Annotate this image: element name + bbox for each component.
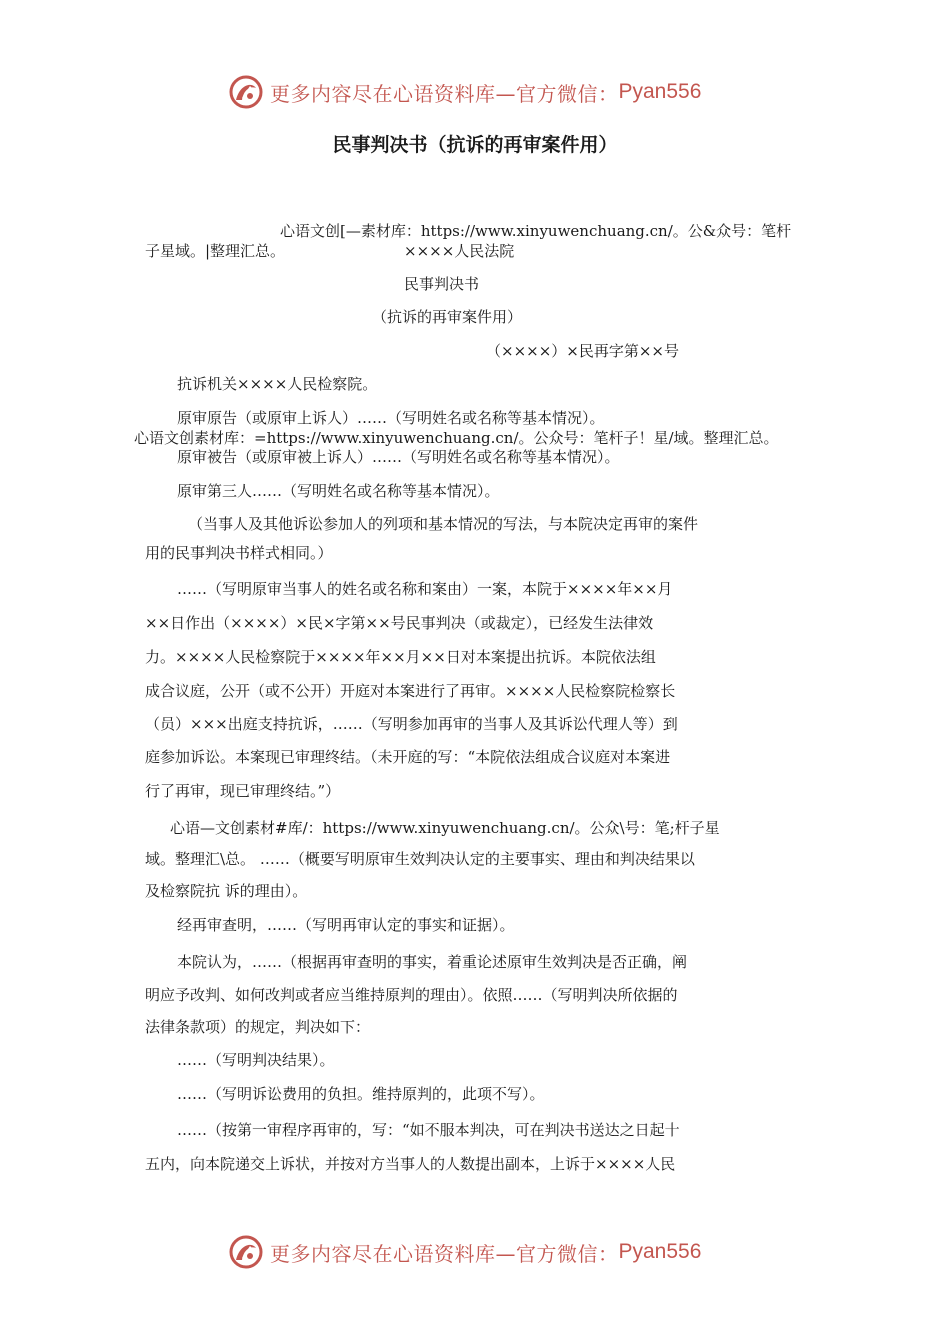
swirl-logo-icon [228,74,264,110]
header-banner [228,72,701,112]
text-line: （当事人及其他诉讼参加人的列项和基本情况的写法，与本院决定再审的案件 [188,515,699,533]
text-line: 原审第三人……（写明姓名或名称等基本情况）。 [177,482,500,500]
text-line: 庭参加诉讼。本案现已审理终结。（未开庭的写：“本院依法组成合议庭对本案进 [145,748,671,766]
text-line: 心语文创[—素材库：https://www.xinyuwenchuang.cn/。公&众号：笔杆 [280,222,792,240]
text-line: 心语—文创素材#库/：https://www.xinyuwenchuang.cn/。公众\号：笔;杆子星 [170,819,720,837]
footer-banner [228,1232,701,1272]
text-line: ……（写明原审当事人的姓名或名称和案由）一案，本院于××××年××月 [177,580,673,598]
text-line: 原审原告（或原审上诉人）……（写明姓名或名称等基本情况）。 [177,409,605,427]
text-line: ……（写明诉讼费用的负担。维持原判的，此项不写）。 [177,1085,545,1103]
text-line: 域。整理汇\总。 ……（概要写明原审生效判决认定的主要事实、理由和判决结果以 [145,850,695,868]
banner-wechat-id: Pyan556 [618,1240,702,1263]
text-line: 子星域。|整理汇总。 [145,242,286,260]
text-line: （员）×××出庭支持抗诉，……（写明参加再审的当事人及其诉讼代理人等）到 [145,715,678,733]
text-line: （××××）×民再字第××号 [486,342,679,360]
swirl-logo-icon [228,1234,264,1270]
document-title: 民事判决书（抗诉的再审案件用） [332,134,618,156]
text-line: 力。××××人民检察院于××××年××月××日对本案提出抗诉。本院依法组 [145,648,656,666]
banner-text: 更多内容尽在心语资料库—官方微信： [270,81,619,106]
text-line: ××日作出（××××）×民×字第××号民事判决（或裁定），已经发生法律效 [145,614,654,632]
text-line: ……（按第一审程序再审的，写：“如不服本判决，可在判决书送达之日起十 [177,1121,680,1139]
text-line: 抗诉机关××××人民检察院。 [177,375,378,393]
banner-text: 更多内容尽在心语资料库—官方微信： [270,1241,619,1266]
text-line: 明应予改判、如何改判或者应当维持原判的理由）。依照……（写明判决所依据的 [145,986,678,1004]
text-line: 民事判决书 [404,275,480,293]
text-line: 成合议庭，公开（或不公开）开庭对本案进行了再审。××××人民检察院检察长 [145,682,676,700]
text-line: 心语文创素材库：=https://www.xinyuwenchuang.cn/。公众号：笔杆子！星/域。整理汇总。 [134,429,779,447]
text-line: 本院认为，……（根据再审查明的事实，着重论述原审生效判决是否正确，阐 [177,953,688,971]
text-line: ××××人民法院 [404,242,515,260]
banner-wechat-id: Pyan556 [618,80,702,103]
text-line: （抗诉的再审案件用） [372,308,523,326]
text-line: 法律条款项）的规定，判决如下： [145,1018,371,1036]
text-line: 五内，向本院递交上诉状，并按对方当事人的人数提出副本，上诉于××××人民 [145,1155,676,1173]
text-line: 经再审查明，……（写明再审认定的事实和证据）。 [177,916,515,934]
text-line: 用的民事判决书样式相同。） [145,544,333,562]
text-line: 行了再审，现已审理终结。”） [145,782,341,800]
text-line: 原审被告（或原审被上诉人）……（写明姓名或名称等基本情况）。 [177,448,620,466]
text-line: 及检察院抗 诉的理由）。 [145,882,308,900]
text-line: ……（写明判决结果）。 [177,1051,335,1069]
